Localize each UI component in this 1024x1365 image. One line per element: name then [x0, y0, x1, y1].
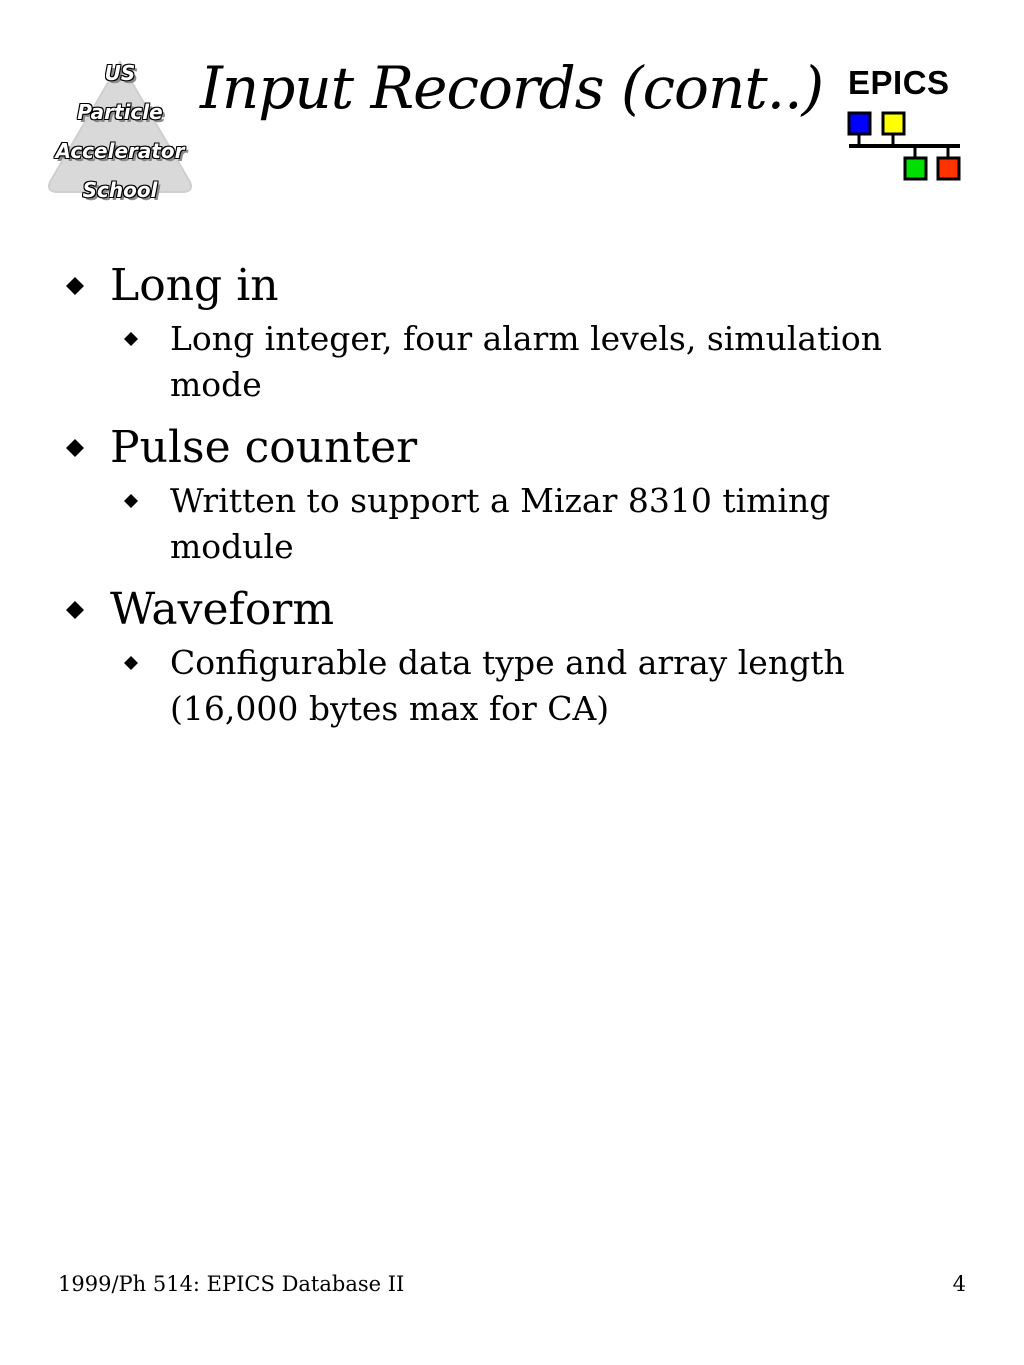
list-item: [60, 258, 960, 408]
logo-line-4: School: [82, 178, 158, 202]
logo-text: [40, 54, 200, 210]
sub-item-text: Long integer, four alarm levels, simulation mode: [170, 319, 883, 404]
sub-list-item: [110, 316, 960, 408]
logo-line-2: Particle: [77, 100, 163, 124]
list-item: [60, 582, 960, 732]
epics-label: EPICS: [848, 64, 950, 101]
diamond-icon: [66, 277, 84, 295]
bullet-list: [60, 258, 960, 744]
uspas-logo: [40, 50, 200, 210]
diamond-icon: [66, 601, 84, 619]
logo-line-3: Accelerator: [55, 139, 185, 163]
diamond-icon: [124, 656, 138, 670]
item-label: Pulse counter: [110, 422, 418, 473]
logo-line-1: US: [104, 61, 136, 85]
footer-course-label: 1999/Ph 514: EPICS Database II: [58, 1272, 405, 1296]
network-diagram-icon: [846, 110, 966, 184]
sub-list: [110, 640, 960, 732]
diamond-icon: [124, 494, 138, 508]
sub-item-text: Configurable data type and array length (16,000 bytes max for CA): [170, 643, 845, 728]
page-number: 4: [952, 1272, 966, 1296]
sub-list: [110, 316, 960, 408]
sub-list-item: [110, 478, 960, 570]
list-item: [60, 420, 960, 570]
epics-logo: [846, 64, 966, 184]
diamond-icon: [66, 439, 84, 457]
diamond-icon: [124, 332, 138, 346]
sub-list-item: [110, 640, 960, 732]
sub-list: [110, 478, 960, 570]
slide-title: Input Records (cont..): [200, 54, 824, 122]
sub-item-text: Written to support a Mizar 8310 timing module: [170, 481, 831, 566]
item-label: Waveform: [110, 584, 335, 635]
item-label: Long in: [110, 260, 279, 311]
